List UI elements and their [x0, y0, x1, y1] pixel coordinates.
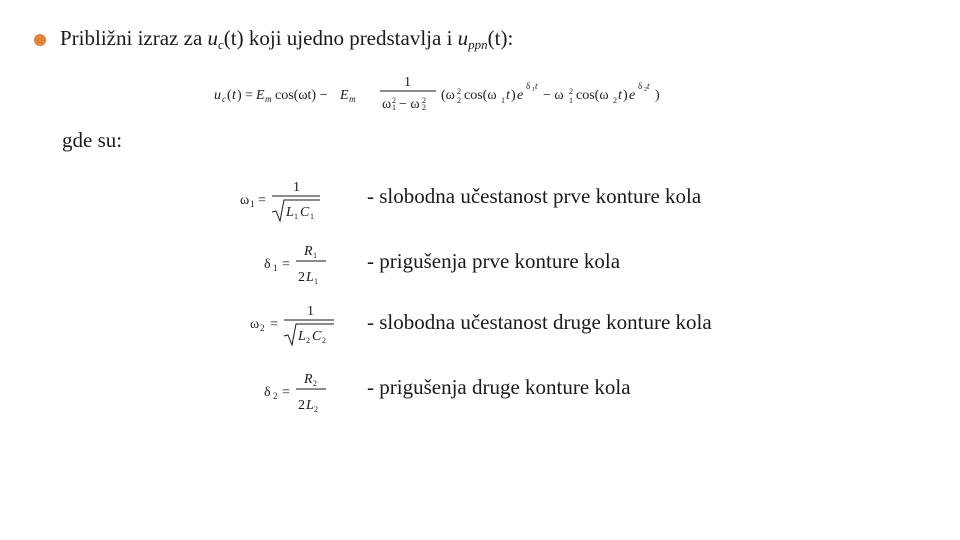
heading-u1: u [207, 26, 219, 50]
svg-text:L: L [306, 270, 314, 285]
svg-text:e: e [517, 88, 524, 103]
svg-text:m: m [349, 94, 356, 104]
svg-text:1: 1 [307, 304, 314, 319]
svg-text:2: 2 [613, 96, 617, 105]
svg-text:cos(ω: cos(ω [576, 88, 609, 103]
svg-text:2: 2 [457, 87, 461, 96]
svg-text:t: t [535, 81, 538, 91]
svg-text:− ω: − ω [543, 88, 564, 103]
definition-1-text: - slobodna učestanost prve konture kola [367, 184, 702, 208]
svg-text:R: R [304, 372, 313, 387]
main-formula [212, 70, 698, 110]
svg-text:) =: ) = [237, 88, 254, 103]
svg-text:E: E [340, 88, 349, 103]
svg-text:2: 2 [422, 103, 426, 110]
svg-text:1: 1 [532, 87, 535, 93]
svg-text:2: 2 [306, 336, 310, 345]
heading-suffix: (t): [487, 26, 514, 50]
omega2-formula [246, 300, 338, 350]
svg-text:L: L [306, 398, 314, 413]
svg-text:δ: δ [526, 81, 531, 91]
svg-text:C: C [300, 205, 310, 220]
svg-text:R: R [304, 244, 313, 259]
definition-3-text: - slobodna učestanost druge konture kola [367, 310, 712, 334]
svg-text:1: 1 [273, 263, 278, 273]
heading-u1-sub: c [218, 37, 224, 52]
svg-text:1: 1 [392, 103, 396, 110]
svg-text:1: 1 [404, 75, 411, 90]
svg-text:C: C [312, 329, 322, 344]
heading-prefix: Približni izraz za [60, 26, 208, 50]
svg-text:(: ( [227, 88, 232, 103]
svg-text:cos(ωt) −: cos(ωt) − [275, 88, 328, 103]
svg-text:=: = [282, 257, 290, 272]
svg-text:2: 2 [322, 336, 326, 345]
svg-text:δ: δ [638, 81, 643, 91]
svg-text:ω: ω [250, 317, 260, 332]
svg-text:1: 1 [250, 199, 255, 209]
svg-text:cos(ω: cos(ω [464, 88, 497, 103]
svg-text:1: 1 [314, 277, 318, 286]
svg-text:1: 1 [294, 212, 298, 221]
svg-text:2: 2 [273, 391, 278, 401]
svg-text:1: 1 [569, 96, 573, 105]
definition-2-text: - prigušenja prve konture kola [367, 249, 621, 273]
svg-text:=: = [282, 385, 290, 400]
svg-text:2: 2 [314, 405, 318, 414]
svg-text:t: t [618, 88, 622, 103]
subheading: gde su: [62, 128, 123, 152]
svg-text:2: 2 [313, 379, 317, 388]
svg-text:u: u [214, 88, 221, 103]
svg-text:δ: δ [264, 385, 271, 400]
svg-text:2: 2 [260, 323, 265, 333]
svg-text:2: 2 [569, 87, 573, 96]
svg-text:=: = [270, 317, 278, 332]
bullet-icon [34, 34, 46, 46]
svg-text:δ: δ [264, 257, 271, 272]
svg-text:2: 2 [392, 96, 396, 105]
svg-text:t: t [506, 88, 510, 103]
delta2-formula [262, 368, 334, 418]
svg-text:m: m [265, 94, 272, 104]
svg-text:2: 2 [422, 96, 426, 105]
svg-text:ω: ω [382, 97, 392, 110]
heading-u2-sub: ppn [468, 37, 488, 52]
svg-text:e: e [629, 88, 636, 103]
svg-text:2: 2 [298, 270, 305, 285]
svg-text:2: 2 [457, 96, 461, 105]
definition-4-text: - prigušenja druge konture kola [367, 375, 631, 399]
svg-text:): ) [655, 88, 660, 103]
svg-text:− ω: − ω [399, 97, 420, 110]
svg-text:c: c [222, 94, 226, 104]
heading-row [34, 26, 513, 53]
svg-text:1: 1 [313, 251, 317, 260]
delta1-formula [262, 240, 332, 290]
svg-text:=: = [258, 193, 266, 208]
svg-text:L: L [286, 205, 294, 220]
omega1-formula [236, 176, 326, 224]
svg-text:E: E [256, 88, 265, 103]
heading-mid: (t) koji ujedno predstavlja i [223, 26, 458, 50]
svg-text:1: 1 [501, 96, 505, 105]
svg-text:2: 2 [298, 398, 305, 413]
svg-text:ω: ω [240, 193, 250, 208]
svg-text:1: 1 [293, 180, 300, 195]
svg-text:t: t [232, 88, 236, 103]
svg-text:(ω: (ω [441, 88, 455, 103]
svg-text:2: 2 [644, 87, 647, 93]
heading-u2: u [457, 26, 469, 50]
svg-text:t: t [647, 81, 650, 91]
svg-text:): ) [511, 88, 516, 103]
svg-text:1: 1 [310, 212, 314, 221]
svg-text:): ) [623, 88, 628, 103]
svg-text:L: L [298, 329, 306, 344]
heading-text [60, 26, 513, 53]
